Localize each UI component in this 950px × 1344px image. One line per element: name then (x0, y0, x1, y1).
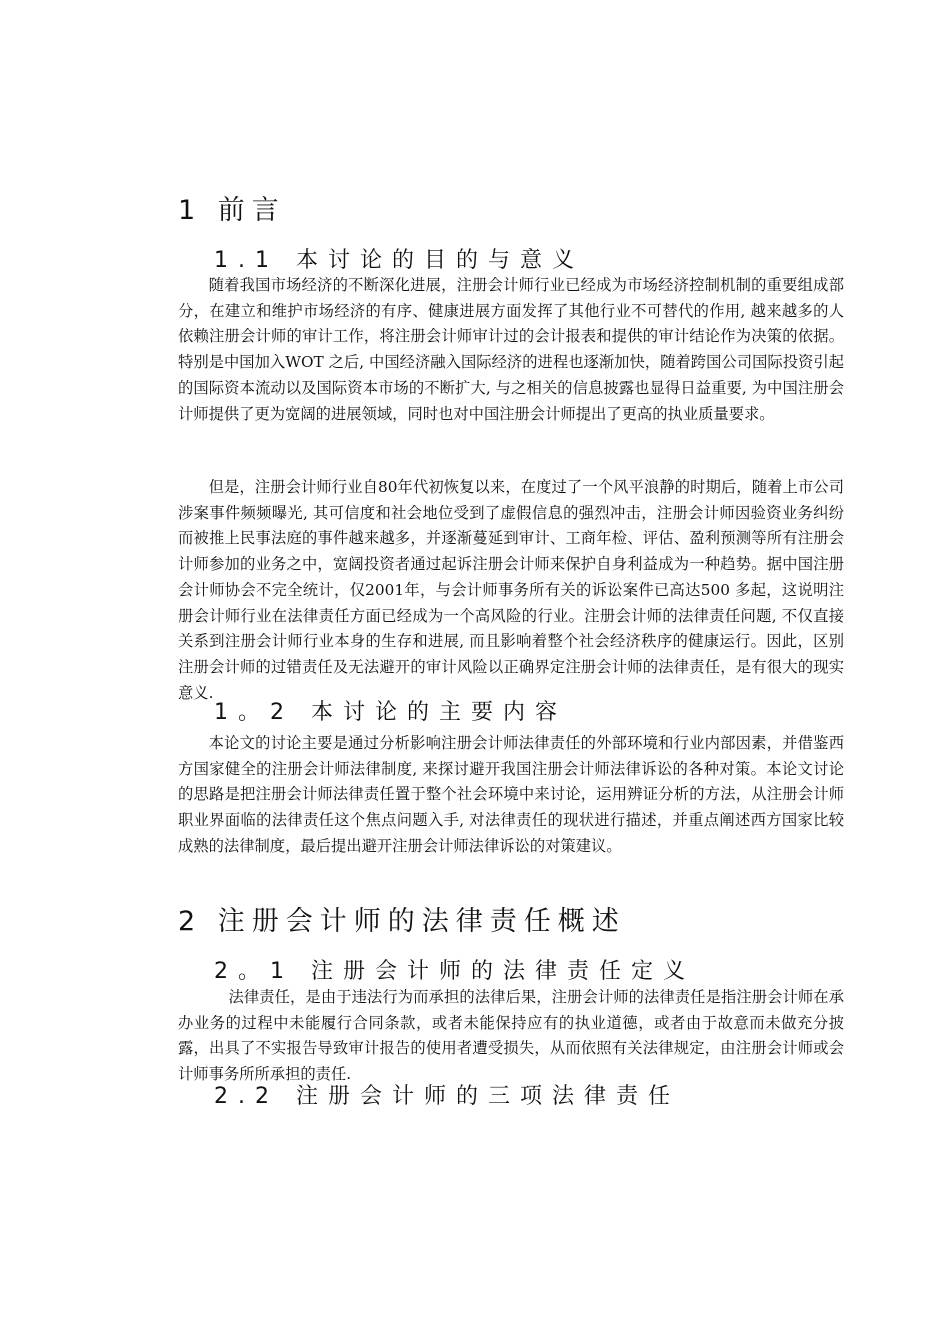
paragraph-1-1-b: 但是，注册会计师行业自80年代初恢复以来，在度过了一个风平浪静的时期后，随着上市公司涉案事件频频曝光, 其可信度和社会地位受到了虚假信息的强烈冲击，注册会计师因验资业务纠纷而被推上民事法庭的事件越来越多，并逐渐蔓延到审计、工商年检、评估、盈利预测等所有注册会计师参加的业务之中，宽阔投资者通过起诉注册会计师来保护自身利益成为一种趋势。据中国注册会计师协会不完全统计，仅2001年，与会计师事务所有关的诉讼案件已高达500 多起，这说明注册会计师行业在法律责任方面已经成为一个高风险的行业。注册会计师的法律责任问题, 不仅直接关系到注册会计师行业本身的生存和进展, 而且影响着整个社会经济秩序的健康运行。因此，区别注册会计师的过错责任及无法避开的审计风险以正确界定注册会计师的法律责任，是有很大的现实意义. (178, 478, 844, 702)
section-2-heading: 2 注册会计师的法律责任概述 (178, 906, 626, 937)
subsection-2-2-heading: 2.2 注册会计师的三项法律责任 (214, 1084, 680, 1109)
subsection-1-2-heading: 1。2 本讨论的主要内容 (214, 700, 567, 725)
paragraph-2-1: 法律责任，是由于违法行为而承担的法律后果，注册会计师的法律责任是指注册会计师在承办业务的过程中未能履行合同条款，或者未能保持应有的执业道德，或者由于故意而未做充分披露，出具了不实报告导致审计报告的使用者遭受损失，从而依照有关法律规定，由注册会计师或会计师事务所所承担的责任. (178, 988, 844, 1084)
subsection-1-1-heading: 1.1 本讨论的目的与意义 (214, 248, 584, 273)
paragraph-1-2: 本论文的讨论主要是通过分析影响注册会计师法律责任的外部环境和行业内部因素，并借鉴西方国家健全的注册会计师法律制度, 来探讨避开我国注册会计师法律诉讼的各种对策。本论文讨论的思路是把注册会计师法律责任置于整个社会环境中来讨论，运用辨证分析的方法，从注册会计师职业界面临的法律责任这个焦点问题入手, 对法律责任的现状进行描述，并重点阐述西方国家比较成熟的法律制度，最后提出避开注册会计师法律诉讼的对策建议。 (178, 734, 844, 855)
section-1-heading: 1 前言 (178, 195, 286, 226)
paragraph-1-1-a: 随着我国市场经济的不断深化进展，注册会计师行业已经成为市场经济控制机制的重要组成部分，在建立和维护市场经济的有序、健康进展方面发挥了其他行业不可替代的作用, 越来越多的人依赖注册会计师的审计工作，将注册会计师审计过的会计报表和提供的审计结论作为决策的依据。特别是中国加入WOT 之后, 中国经济融入国际经济的进程也逐渐加快，随着跨国公司国际投资引起的国际资本流动以及国际资本市场的不断扩大, 与之相关的信息披露也显得日益重要, 为中国注册会计师提供了更为宽阔的进展领域，同时也对中国注册会计师提出了更高的执业质量要求。 (178, 276, 844, 423)
subsection-2-1-heading: 2。1 注册会计师的法律责任定义 (214, 959, 695, 984)
